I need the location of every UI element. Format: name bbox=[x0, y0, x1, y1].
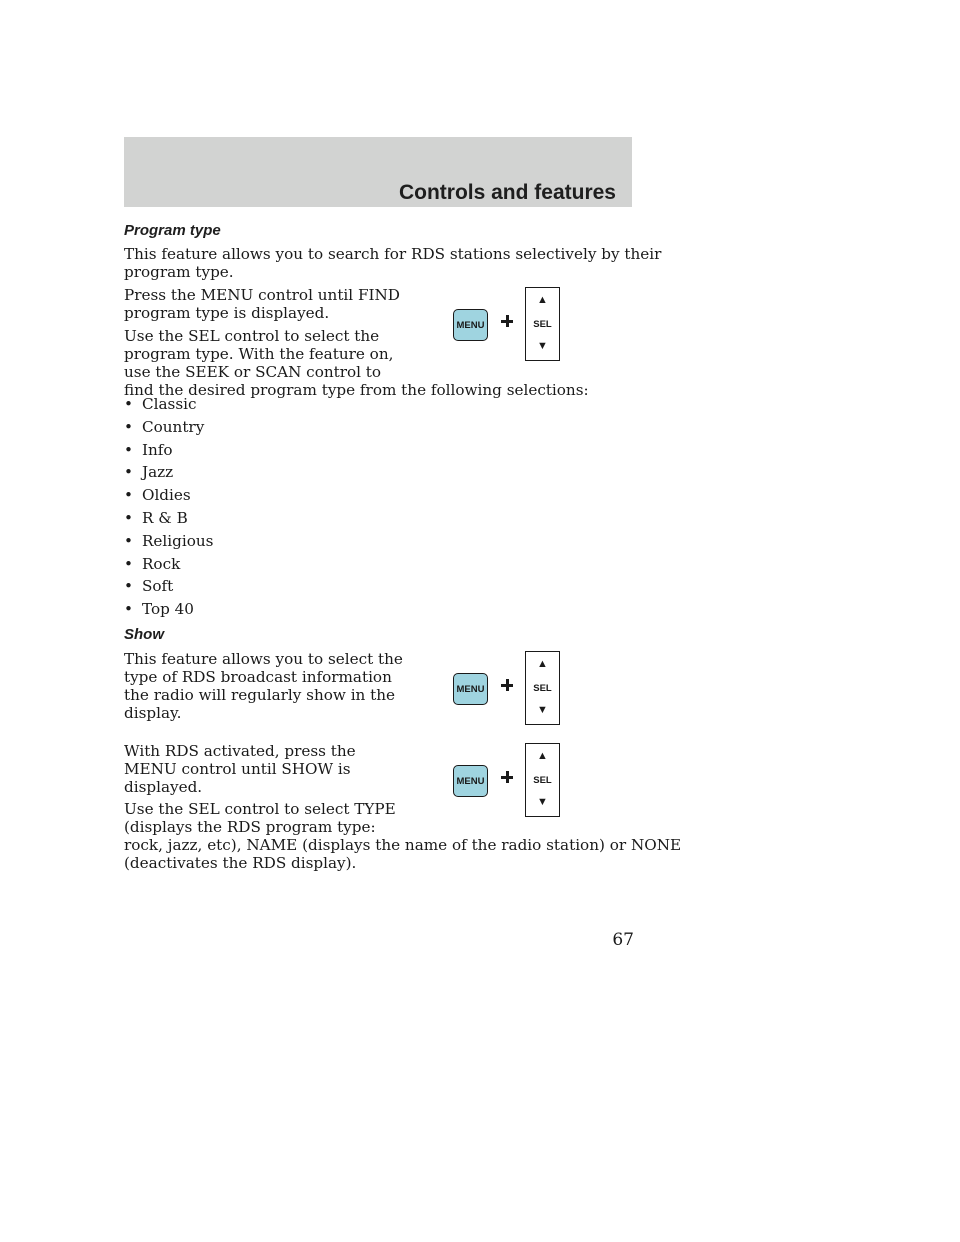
plus-icon bbox=[501, 679, 513, 691]
show-heading: Show bbox=[124, 626, 164, 643]
list-item: • Top 40 bbox=[124, 600, 213, 623]
program-type-press-instruction: Press the MENU control until FIND program type is displayed. bbox=[124, 286, 400, 322]
bullet-icon: • bbox=[124, 440, 133, 459]
plus-icon bbox=[501, 315, 513, 327]
bullet-icon: • bbox=[124, 531, 133, 550]
show-intro: This feature allows you to select the type of RDS broadcast information the radio will regularly show in the display. bbox=[124, 650, 403, 722]
bullet-icon: • bbox=[124, 417, 133, 436]
bullet-icon: • bbox=[124, 577, 133, 596]
sel-rocker bbox=[525, 287, 560, 361]
bullet-icon: • bbox=[124, 600, 133, 619]
list-item: • R & B bbox=[124, 509, 213, 532]
arrow-down-icon: ▼ bbox=[537, 340, 548, 352]
bullet-icon: • bbox=[124, 486, 133, 505]
arrow-down-icon: ▼ bbox=[537, 796, 548, 808]
arrow-up-icon: ▲ bbox=[537, 658, 548, 670]
plus-icon bbox=[501, 771, 513, 783]
list-item: • Classic bbox=[124, 395, 213, 418]
program-type-list bbox=[124, 395, 213, 623]
menu-button: MENU bbox=[453, 309, 488, 341]
sel-label: SEL bbox=[533, 683, 552, 694]
list-item: • Country bbox=[124, 418, 213, 441]
arrow-down-icon: ▼ bbox=[537, 704, 548, 716]
show-press-instruction: With RDS activated, press the MENU control until SHOW is displayed. bbox=[124, 742, 356, 796]
page-number: 67 bbox=[612, 930, 634, 950]
program-type-intro: This feature allows you to search for RDS stations selectively by their program type. bbox=[124, 245, 662, 281]
list-item: • Jazz bbox=[124, 463, 213, 486]
arrow-up-icon: ▲ bbox=[537, 294, 548, 306]
program-type-use-instruction: Use the SEL control to select the program type. With the feature on, use the SEEK or SCAN control to find the desired program type from the following selections: bbox=[124, 327, 589, 399]
bullet-icon: • bbox=[124, 395, 133, 413]
bullet-icon: • bbox=[124, 463, 133, 482]
menu-sel-control-diagram-2 bbox=[453, 651, 561, 727]
sel-rocker bbox=[525, 651, 560, 725]
menu-sel-control-diagram-1 bbox=[453, 287, 561, 363]
show-use-instruction: Use the SEL control to select TYPE (displays the RDS program type: rock, jazz, etc), NAME (displays the name of the radio station) or NONE (deactivates the RDS display). bbox=[124, 800, 682, 872]
menu-button: MENU bbox=[453, 673, 488, 705]
sel-label: SEL bbox=[533, 319, 552, 330]
sel-label: SEL bbox=[533, 775, 552, 786]
bullet-icon: • bbox=[124, 554, 133, 573]
bullet-icon: • bbox=[124, 508, 133, 527]
list-item: • Rock bbox=[124, 555, 213, 578]
header-band bbox=[124, 137, 632, 207]
program-type-heading: Program type bbox=[124, 222, 221, 239]
page-title: Controls and features bbox=[398, 181, 616, 204]
list-item: • Info bbox=[124, 441, 213, 464]
arrow-up-icon: ▲ bbox=[537, 750, 548, 762]
menu-button: MENU bbox=[453, 765, 488, 797]
list-item: • Soft bbox=[124, 577, 213, 600]
list-item: • Religious bbox=[124, 532, 213, 555]
list-item: • Oldies bbox=[124, 486, 213, 509]
